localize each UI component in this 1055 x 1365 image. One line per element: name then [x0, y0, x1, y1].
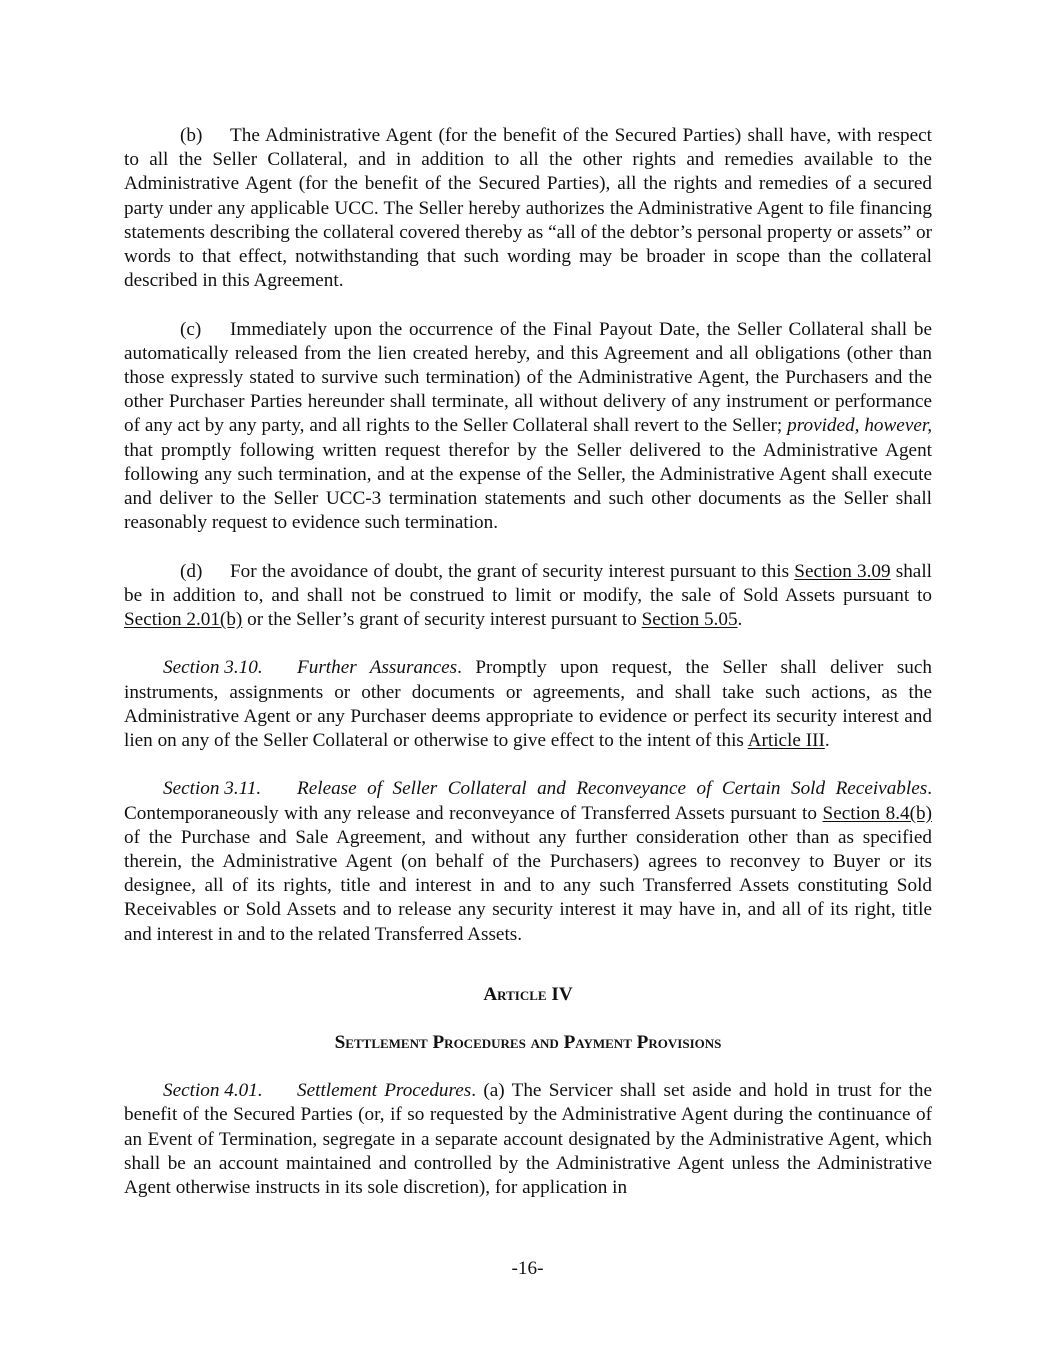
paragraph-text: that promptly following written request therefor by the Seller delivered to the Administrative Agent following any such termination, and at the expense of the Seller, the Administrative Agent shall execute and deliver to the Seller UCC-3 termination statements and such other documents as the Seller shall reasonably request to evidence such termination. — [124, 439, 932, 534]
paragraph-d — [124, 560, 932, 633]
punctuation: . — [737, 609, 743, 631]
paragraph-text: shall be in addition to, and shall not be construed to limit or modify, the sale of Sold Assets pursuant to — [124, 560, 932, 606]
section-number: Section 3.10. — [163, 657, 263, 679]
section-reference: Section 5.05 — [641, 609, 738, 631]
section-text: . Promptly upon request, the Seller shall deliver such instruments, assignments or other documents or agreements, and shall take such actions, as the Administrative Agent or any Purchaser deems appropriate to evidence or perfect its security interest and lien on any of the Seller Collateral or otherwise to give effect to the intent of this — [124, 657, 932, 752]
article-title: Settlement Procedures and Payment Provisions — [334, 1032, 722, 1054]
punctuation: . — [824, 730, 830, 752]
section-3-10 — [124, 656, 932, 753]
section-title: Settlement Procedures — [297, 1080, 472, 1102]
section-title: Release of Seller Collateral and Reconveyance of Certain Sold Receivables — [297, 778, 928, 800]
document-page — [124, 124, 932, 1200]
paragraph-b — [124, 124, 932, 293]
article-heading: Article IV — [483, 983, 573, 1005]
section-text: . (a) The Servicer shall set aside and hold in trust for the benefit of the Secured Parties (or, if so requested by the Administrative Agent during the continuance of an Event of Termination, segregate in a separate account designated by the Administrative Agent, which shall be an account maintained and controlled by the Administrative Agent unless the Administrative Agent otherwise instructs in its sole discretion), for application in — [124, 1080, 932, 1199]
paragraph-text: Immediately upon the occurrence of the Final Payout Date, the Seller Collateral shall be automatically released from the lien created hereby, and this Agreement and all obligations (other than those expressly stated to survive such termination) of the Administrative Agent, the Purchasers and the other Purchaser Parties hereunder shall terminate, all without delivery of any instrument or performance of any act by any party, and all rights to the Seller Collateral shall revert to the Seller; — [124, 318, 932, 437]
paragraph-text: The Administrative Agent (for the benefit of the Secured Parties) shall have, with respect to all the Seller Collateral, and in addition to all the other rights and remedies available to the Administrative Agent (for the benefit of the Secured Parties), all the rights and remedies of a secured party under any applicable UCC. The Seller hereby authorizes the Administrative Agent to file financing statements describing the collateral covered thereby as “all of the debtor’s personal property or assets” or words to that effect, notwithstanding that such wording may be broader in scope than the collateral described in this Agreement. — [124, 125, 932, 292]
section-text: of the Purchase and Sale Agreement, and without any further consideration other than as specified therein, the Administrative Agent (on behalf of the Purchasers) agrees to reconvey to Buyer or its designee, all of its rights, title and interest in and to any such Transferred Assets constituting Sold Receivables or Sold Assets and to release any security interest it may have in, and all of its right, title and interest in and to the related Transferred Assets. — [124, 826, 932, 945]
page-number: -16- — [511, 1258, 544, 1279]
section-4-01 — [124, 1079, 932, 1200]
section-title: Further Assurances — [297, 657, 458, 679]
section-number: Section 3.11. — [163, 778, 262, 800]
paragraph-label: (b) — [180, 125, 203, 146]
paragraph-label: (d) — [180, 560, 203, 582]
proviso-italic: provided, however, — [787, 415, 932, 437]
section-reference: Section 8.4(b) — [822, 802, 933, 824]
section-number: Section 4.01. — [163, 1080, 263, 1102]
paragraph-text: or the Seller’s grant of security interest pursuant to — [247, 609, 637, 631]
section-reference: Section 2.01(b) — [124, 609, 243, 631]
section-reference: Article III — [747, 730, 825, 752]
paragraph-label: (c) — [180, 318, 202, 340]
section-reference: Section 3.09 — [794, 560, 891, 582]
section-3-11 — [124, 777, 932, 946]
paragraph-text: For the avoidance of doubt, the grant of security interest pursuant to this — [230, 560, 790, 582]
paragraph-c — [124, 318, 932, 536]
section-text: . Contemporaneously with any release and reconveyance of Transferred Assets pursuant to — [124, 778, 932, 824]
